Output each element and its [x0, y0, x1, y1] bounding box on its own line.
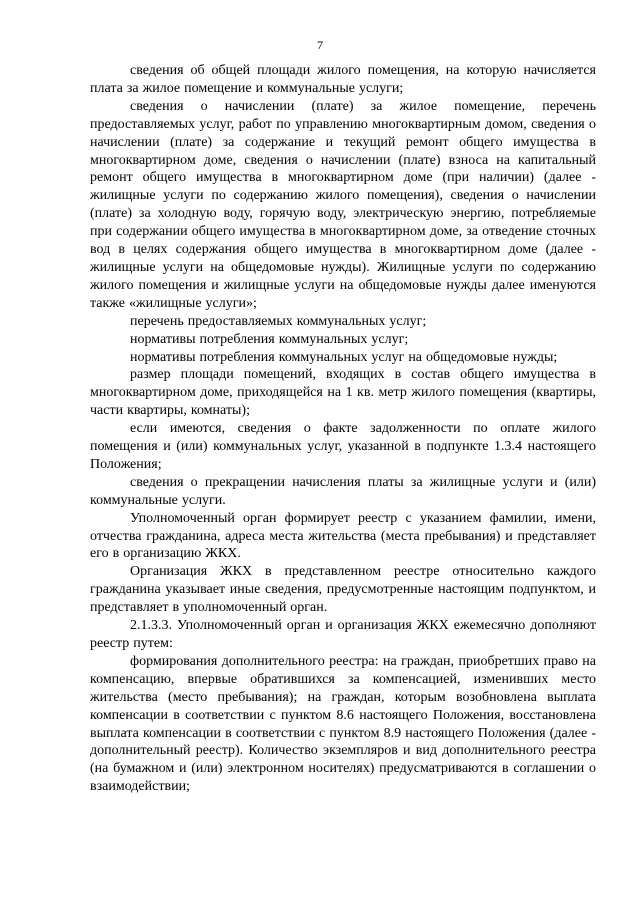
paragraph-charges-info: сведения о начислении (плате) за жилое помещение, перечень предоставляемых услуг, работ по управлению многоквартирным домом, сведения о начислении (плате) за содержание и текущий ремонт общего имущества в многоквартирном доме, сведения о начислении (плате) взноса на капитальный ремонт общего имущества в многоквартирном доме (при наличии) (далее - жилищные услуги по содержанию жилого помещения), сведения о начислении (плате) за холодную воду, горячую воду, электрическую энергию, потребляемые при содержании общего имущества в многоквартирном доме, за отведение сточных вод в целях содержания общего имущества в многоквартирном доме (далее - жилищные услуги на общедомовые нужды). Жилищные услуги по содержанию жилого помещения и жилищные услуги на общедомовые нужды далее именуются также «жилищные услуги»;	[90, 98, 596, 311]
paragraph-debt-info: если имеются, сведения о факте задолженности по оплате жилого помещения и (или) коммунальных услуг, указанной в подпункте 1.3.4 настоящего Положения;	[90, 421, 596, 472]
paragraph-registry-formation: Уполномоченный орган формирует реестр с указанием фамилии, имени, отчества гражданина, адреса места жительства (места пребывания) и представляет его в организацию ЖКХ.	[90, 510, 596, 562]
paragraph-section-2-1-3-3: 2.1.3.3. Уполномоченный орган и организация ЖКХ ежемесячно дополняют реестр путем:	[90, 618, 596, 651]
paragraph-common-area-size: размер площади помещений, входящих в состав общего имущества в многоквартирном доме, приходящейся на 1 кв. метр жилого помещения (квартиры, части квартиры, комнаты);	[90, 367, 596, 419]
paragraph-area-info: сведения об общей площади жилого помещения, на которую начисляется плата за жилое помещение и коммунальные услуги;	[90, 63, 596, 96]
paragraph-organization-info: Организация ЖКХ в представленном реестре относительно каждого гражданина указывает иные сведения, предусмотренные настоящим подпунктом, и представляет в уполномоченный орган.	[90, 564, 596, 616]
paragraph-termination-info: сведения о прекращении начисления платы за жилищные услуги и (или) коммунальные услуги.	[90, 474, 596, 508]
page-number: 7	[317, 38, 323, 52]
paragraph-utility-list: перечень предоставляемых коммунальных услуг;	[130, 313, 427, 329]
document-body	[90, 62, 596, 796]
paragraph-common-norms: нормативы потребления коммунальных услуг на общедомовые нужды;	[130, 349, 558, 365]
paragraph-additional-registry: формирования дополнительного реестра: на граждан, приобретших право на компенсацию, впервые обратившихся за компенсацией, изменивших место жительства (место пребывания); на граждан, которым возобновлена выплата компенсации в соответствии с пунктом 8.6 настоящего Положения, восстановлена выплата компенсации в соответствии с пунктом 8.9 настоящего Положения (далее - дополнительный реестр). Количество экземпляров и вид дополнительного реестра (на бумажном и (или) электронном носителях) предусматриваются в соглашении о взаимодействии;	[90, 653, 596, 795]
paragraph-consumption-norms: нормативы потребления коммунальных услуг;	[130, 331, 409, 347]
